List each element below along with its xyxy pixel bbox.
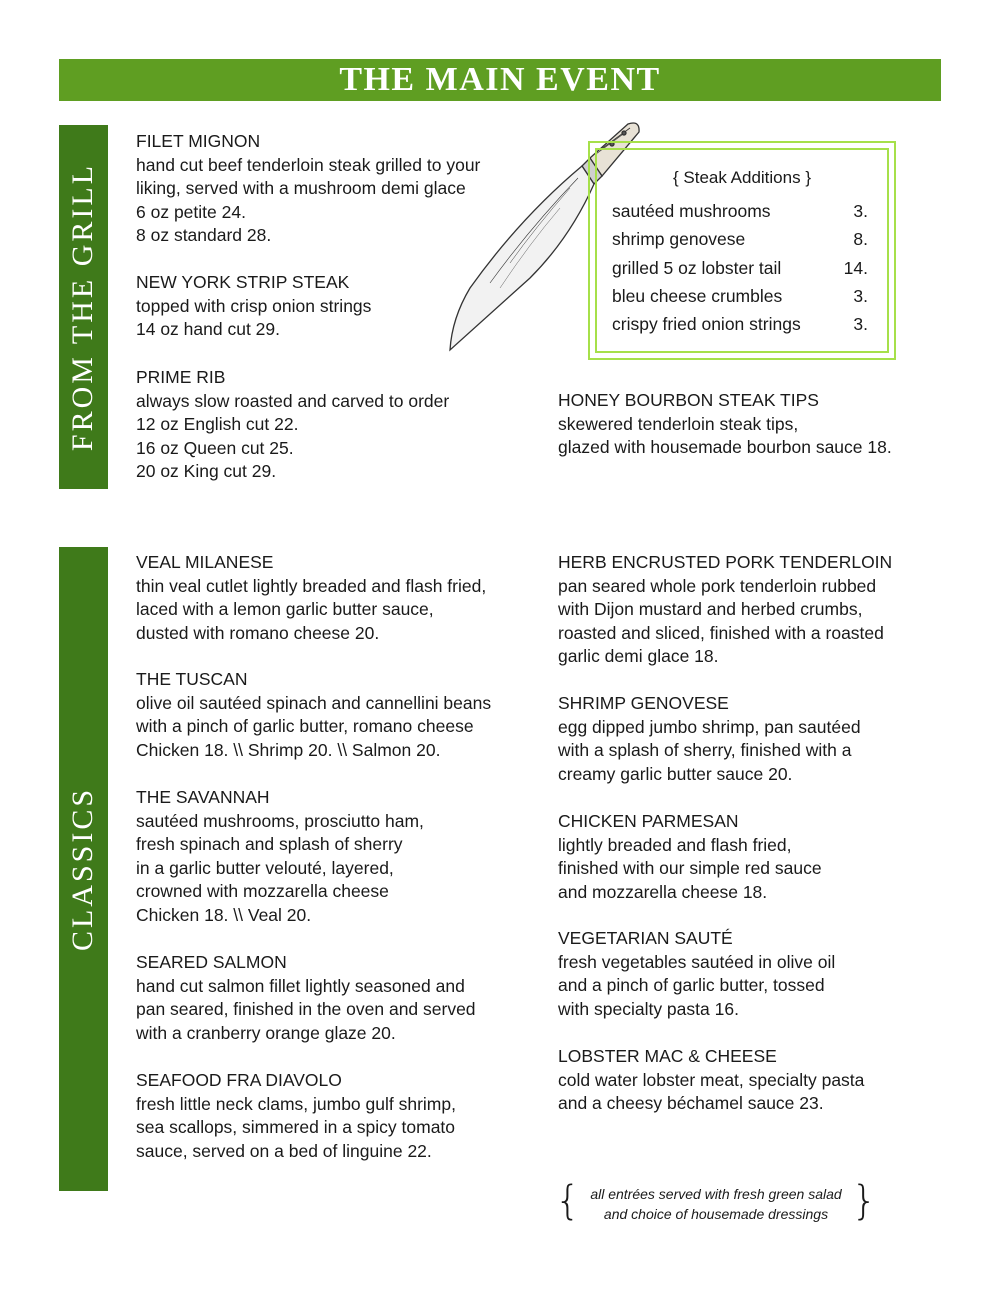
menu-item-price: 6 oz petite 24. [136, 201, 246, 222]
footnote-text [555, 1184, 877, 1224]
menu-item-name: PRIME RIB [136, 367, 226, 387]
addition-label: grilled 5 oz lobster tail [612, 258, 782, 278]
menu-item-desc: with a cranberry orange glaze 20. [136, 1022, 396, 1043]
left-brace-icon: { [555, 1178, 581, 1224]
menu-item-desc: finished with our simple red sauce [558, 858, 822, 878]
menu-item-price: 8 oz standard 28. [136, 225, 272, 245]
menu-item-desc: sea scallops, simmered in a spicy tomato [136, 1117, 456, 1137]
header-banner [59, 59, 941, 101]
menu-item-filet-mignon [136, 130, 480, 248]
addition-row [612, 258, 868, 279]
addition-price: 3. [853, 286, 868, 306]
section-label-classics: CLASSICS [66, 786, 100, 952]
addition-price: 3. [853, 201, 868, 221]
menu-item-name: CHICKEN PARMESAN [558, 811, 739, 831]
menu-item-vegetarian-saute [558, 927, 835, 1021]
addition-price: 3. [853, 314, 868, 334]
menu-item-desc: glazed with housemade bourbon sauce 18. [558, 437, 892, 457]
menu-item-name: SEAFOOD FRA DIAVOLO [136, 1070, 342, 1090]
menu-item-desc: and mozzarella cheese 18. [558, 881, 768, 902]
menu-item-desc: always slow roasted and carved to order [136, 390, 450, 411]
menu-item-desc: and a pinch of garlic butter, tossed [558, 975, 825, 995]
menu-item-ny-strip [136, 271, 371, 342]
menu-item-desc: olive oil sautéed spinach and cannellini beans [136, 692, 492, 713]
menu-item-chicken-parmesan [558, 810, 822, 904]
menu-item-desc: and a cheesy béchamel sauce 23. [558, 1093, 824, 1113]
menu-item-desc: egg dipped jumbo shrimp, pan sautéed [558, 716, 861, 737]
menu-item-desc: crowned with mozzarella cheese [136, 881, 389, 901]
footnote-line: and choice of housemade dressings [603, 1206, 829, 1222]
menu-item-desc: creamy garlic butter sauce 20. [558, 763, 793, 784]
menu-item-name: NEW YORK STRIP STEAK [136, 272, 350, 292]
menu-item-desc: fresh spinach and splash of sherry [136, 834, 403, 854]
menu-item-desc: with specialty pasta 16. [558, 998, 739, 1019]
addition-price: 14. [843, 258, 868, 278]
menu-item-savannah [136, 786, 424, 927]
menu-item-name: LOBSTER MAC & CHEESE [558, 1046, 777, 1066]
menu-item-desc: garlic demi glace 18. [558, 646, 719, 666]
menu-item-desc: dusted with romano cheese 20. [136, 622, 380, 643]
menu-item-price: 20 oz King cut 29. [136, 461, 277, 481]
menu-item-name: VEGETARIAN SAUTÉ [558, 928, 733, 948]
addition-label: crispy fried onion strings [612, 314, 801, 334]
addition-label: shrimp genovese [612, 229, 746, 249]
menu-item-steak-tips [558, 389, 892, 460]
menu-item-desc: sauce, served on a bed of linguine 22. [136, 1140, 432, 1161]
menu-item-seafood-fra-diavolo [136, 1069, 456, 1163]
addition-row [612, 286, 868, 307]
section-label-grill: FROM THE GRILL [66, 162, 100, 452]
menu-item-price: 12 oz English cut 22. [136, 414, 299, 434]
menu-item-desc: with a pinch of garlic butter, romano cheese [136, 716, 474, 736]
menu-item-veal-milanese [136, 551, 486, 645]
menu-item-name: HONEY BOURBON STEAK TIPS [558, 390, 819, 410]
steak-additions-box [588, 141, 896, 360]
menu-item-shrimp-genovese [558, 692, 861, 786]
menu-item-lobster-mac [558, 1045, 864, 1116]
menu-item-name: VEAL MILANESE [136, 552, 274, 572]
menu-item-name: SHRIMP GENOVESE [558, 693, 729, 713]
menu-item-name: SEARED SALMON [136, 952, 287, 972]
footnote [555, 1180, 877, 1226]
menu-item-desc: hand cut salmon fillet lightly seasoned and [136, 975, 465, 996]
menu-item-desc: topped with crisp onion strings [136, 295, 372, 316]
menu-item-desc: in a garlic butter velouté, layered, [136, 857, 394, 878]
menu-item-price: 14 oz hand cut 29. [136, 319, 280, 339]
menu-item-desc: skewered tenderloin steak tips, [558, 413, 799, 434]
menu-item-desc: liking, served with a mushroom demi glace [136, 178, 466, 198]
menu-item-desc: lightly breaded and flash fried, [558, 834, 792, 855]
menu-item-name: FILET MIGNON [136, 131, 261, 151]
menu-item-price: Chicken 18. \\ Veal 20. [136, 904, 312, 925]
menu-item-desc: pan seared, finished in the oven and served [136, 999, 476, 1019]
menu-item-desc: fresh vegetables sautéed in olive oil [558, 951, 836, 972]
menu-item-desc: with a splash of sherry, finished with a [558, 740, 852, 760]
menu-item-pork-tenderloin [558, 551, 892, 669]
menu-item-desc: pan seared whole pork tenderloin rubbed [558, 575, 877, 596]
menu-item-name: HERB ENCRUSTED PORK TENDERLOIN [558, 552, 893, 572]
addition-label: bleu cheese crumbles [612, 286, 783, 306]
right-brace-icon: } [851, 1178, 877, 1224]
menu-item-name: THE TUSCAN [136, 669, 248, 689]
addition-price: 8. [853, 229, 868, 249]
steak-additions-title: { Steak Additions } [673, 168, 811, 187]
menu-item-desc: with Dijon mustard and herbed crumbs, [558, 599, 863, 619]
addition-label: sautéed mushrooms [612, 201, 771, 221]
addition-row [612, 201, 868, 222]
menu-item-desc: fresh little neck clams, jumbo gulf shrimp, [136, 1093, 456, 1114]
menu-item-prime-rib [136, 366, 449, 484]
menu-item-tuscan [136, 668, 491, 762]
menu-item-seared-salmon [136, 951, 476, 1045]
menu-item-desc: roasted and sliced, finished with a roasted [558, 622, 884, 643]
menu-item-desc: cold water lobster meat, specialty pasta [558, 1069, 865, 1090]
footnote-line: all entrées served with fresh green salad [590, 1186, 842, 1202]
addition-row [612, 229, 868, 250]
section-tab-grill [59, 125, 108, 489]
menu-item-name: THE SAVANNAH [136, 787, 270, 807]
addition-row [612, 314, 868, 335]
menu-item-price: 16 oz Queen cut 25. [136, 437, 294, 458]
section-tab-classics [59, 547, 108, 1191]
menu-item-desc: hand cut beef tenderloin steak grilled to your [136, 154, 481, 175]
menu-item-desc: laced with a lemon garlic butter sauce, [136, 599, 434, 619]
menu-item-desc: thin veal cutlet lightly breaded and flash fried, [136, 575, 487, 596]
menu-item-price: Chicken 18. \\ Shrimp 20. \\ Salmon 20. [136, 739, 441, 760]
menu-item-desc: sautéed mushrooms, prosciutto ham, [136, 810, 424, 831]
page-title: THE MAIN EVENT [339, 61, 661, 98]
